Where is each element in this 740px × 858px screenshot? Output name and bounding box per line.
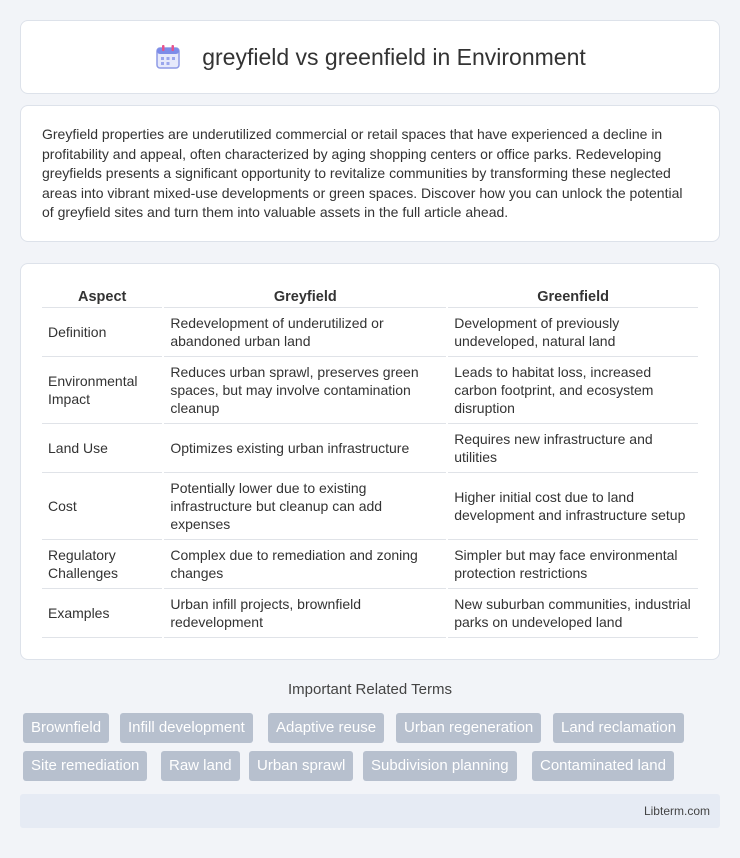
cell-greenfield: Higher initial cost due to land development and infrastructure setup bbox=[448, 473, 698, 540]
cell-greyfield: Optimizes existing urban infrastructure bbox=[164, 424, 446, 473]
related-terms-title: Important Related Terms bbox=[288, 681, 452, 698]
table-row bbox=[42, 424, 698, 473]
cell-greenfield: Simpler but may face environmental protection restrictions bbox=[448, 540, 698, 589]
cell-greenfield: Requires new infrastructure and utilities bbox=[448, 424, 698, 473]
tag-raw-land[interactable]: Raw land bbox=[161, 751, 240, 781]
tag-contaminated-land[interactable]: Contaminated land bbox=[532, 751, 674, 781]
title-card bbox=[20, 20, 720, 94]
tag-urban-regeneration[interactable]: Urban regeneration bbox=[396, 713, 541, 743]
cell-aspect: Definition bbox=[42, 308, 162, 357]
cell-greyfield: Complex due to remediation and zoning changes bbox=[164, 540, 446, 589]
cell-greenfield: Development of previously undeveloped, natural land bbox=[448, 308, 698, 357]
cell-greenfield: Leads to habitat loss, increased carbon footprint, and ecosystem disruption bbox=[448, 357, 698, 424]
table-row bbox=[42, 308, 698, 357]
table-row bbox=[42, 540, 698, 589]
table-row bbox=[42, 357, 698, 424]
page-title: greyfield vs greenfield in Environment bbox=[202, 43, 586, 70]
footer bbox=[20, 794, 720, 828]
cell-aspect: Cost bbox=[42, 473, 162, 540]
comparison-card bbox=[20, 263, 720, 660]
footer-site-link[interactable]: Libterm.com bbox=[643, 804, 710, 818]
cell-aspect: Environmental Impact bbox=[42, 357, 162, 424]
cell-greyfield: Reduces urban sprawl, preserves green spaces, but may involve contamination cleanup bbox=[164, 357, 446, 424]
cell-greyfield: Potentially lower due to existing infrastructure but cleanup can add expenses bbox=[164, 473, 446, 540]
header-greenfield: Greenfield bbox=[448, 284, 698, 308]
table-header-row bbox=[42, 284, 698, 308]
tag-adaptive-reuse[interactable]: Adaptive reuse bbox=[268, 713, 384, 743]
cell-aspect: Land Use bbox=[42, 424, 162, 473]
intro-text: Greyfield properties are underutilized commercial or retail spaces that have experienced a decline in profitability and appeal, often characterized by aging shopping centers or office parks. Redeveloping greyfields presents a significant opportunity to revitalize communities by transforming these neglected areas into vibrant mixed-use developments or green spaces. Discover how you can unlock the potential of greyfield sites and turn them into valuable assets in the full article ahead. bbox=[42, 126, 683, 220]
cell-greyfield: Urban infill projects, brownfield redevelopment bbox=[164, 589, 446, 638]
cell-greenfield: New suburban communities, industrial parks on undeveloped land bbox=[448, 589, 698, 638]
calendar-icon bbox=[154, 43, 182, 71]
tag-subdivision-planning[interactable]: Subdivision planning bbox=[363, 751, 517, 781]
header-greyfield: Greyfield bbox=[164, 284, 446, 308]
comparison-table bbox=[40, 284, 700, 638]
cell-aspect: Examples bbox=[42, 589, 162, 638]
tag-land-reclamation[interactable]: Land reclamation bbox=[553, 713, 684, 743]
tag-site-remediation[interactable]: Site remediation bbox=[23, 751, 147, 781]
table-row bbox=[42, 589, 698, 638]
table-row bbox=[42, 473, 698, 540]
tag-urban-sprawl[interactable]: Urban sprawl bbox=[249, 751, 353, 781]
header-aspect: Aspect bbox=[42, 284, 162, 308]
cell-aspect: Regulatory Challenges bbox=[42, 540, 162, 589]
tag-infill-development[interactable]: Infill development bbox=[120, 713, 253, 743]
intro-card bbox=[20, 105, 720, 242]
tag-brownfield[interactable]: Brownfield bbox=[23, 713, 109, 743]
cell-greyfield: Redevelopment of underutilized or abandoned urban land bbox=[164, 308, 446, 357]
